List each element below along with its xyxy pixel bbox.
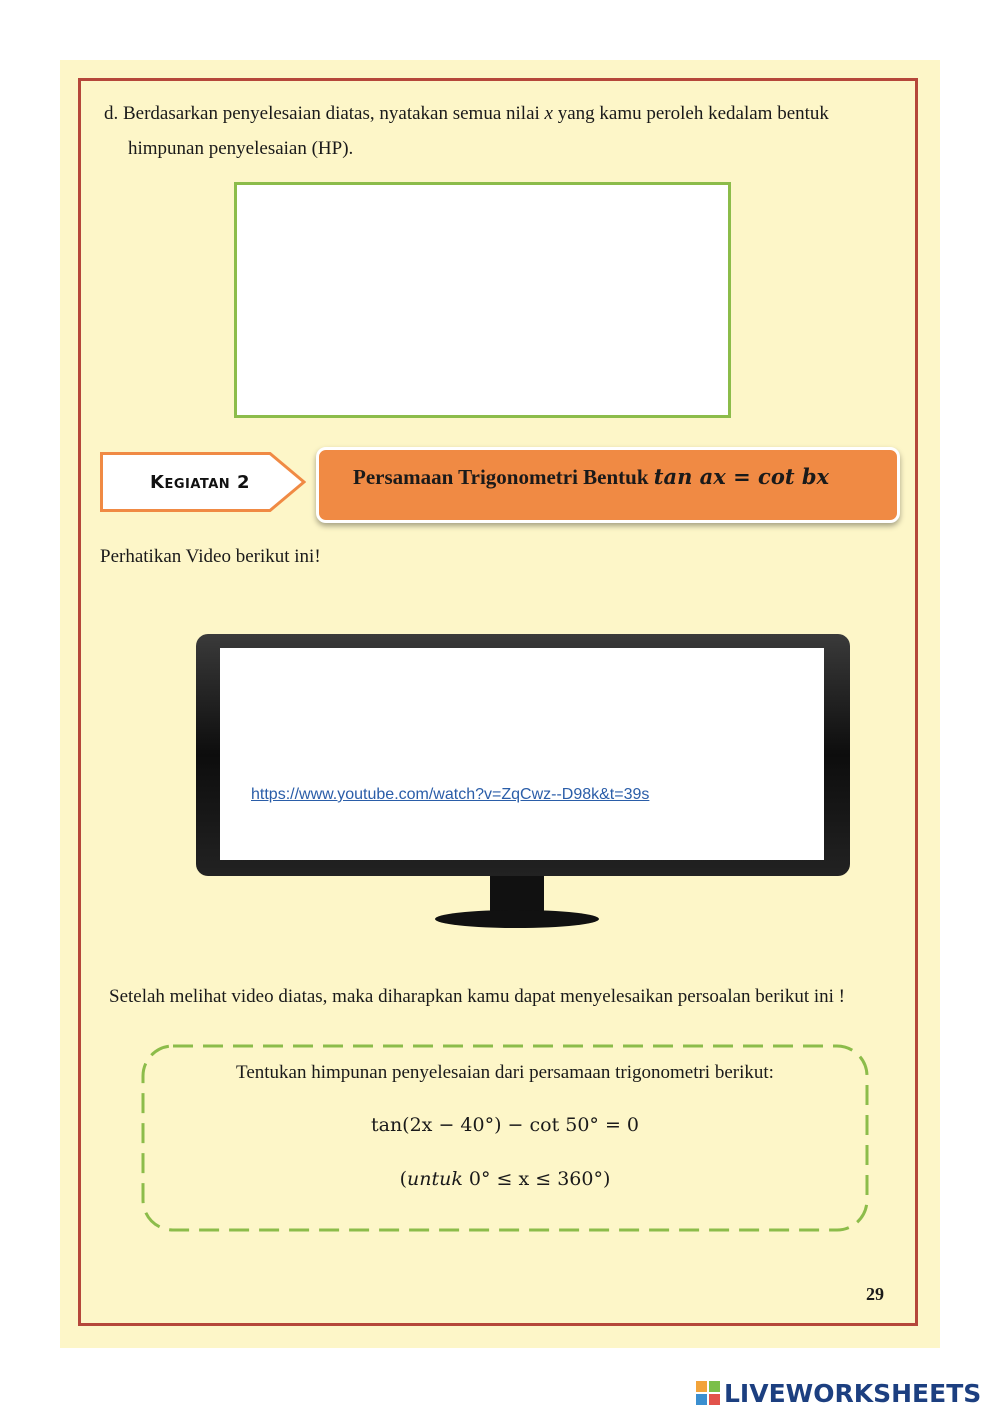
question-line2: himpunan penyelesaian (HP). (128, 138, 354, 159)
answer-input-box[interactable] (234, 182, 731, 418)
question-line1: d. Berdasarkan penyelesaian diatas, nyatakan semua nilai (104, 103, 540, 124)
kegiatan-title-banner (316, 447, 900, 523)
intro-text: Perhatikan Video berikut ini! (100, 546, 321, 567)
task-condition-word: untuk (407, 1168, 463, 1190)
kegiatan-label: Kegiatan 2 (150, 471, 250, 493)
video-link[interactable]: https://www.youtube.com/watch?v=ZqCwz--D98k&t=39s (251, 786, 650, 803)
task-condition-range: 0° ≤ x ≤ 360° (468, 1168, 603, 1190)
brand-footer (696, 1378, 981, 1408)
task-instruction: Tentukan himpunan penyelesaian dari persamaan trigonometri berikut: (236, 1062, 774, 1083)
task-equation: tan(2x − 40°) − cot 50° = 0 (370, 1114, 640, 1136)
page-number: 29 (866, 1284, 884, 1304)
kegiatan-tag (100, 452, 306, 512)
task-condition: (untuk 0° ≤ x ≤ 360°) (399, 1168, 611, 1190)
kegiatan-title-text: Persamaan Trigonometri Bentuk (353, 465, 649, 489)
monitor-icon (194, 632, 852, 932)
question-d (104, 96, 894, 166)
question-variable: x (544, 103, 553, 124)
brand-name: LIVEWORKSHEETS (724, 1378, 982, 1408)
video-monitor[interactable] (194, 632, 852, 932)
task-box (141, 1044, 869, 1232)
liveworksheets-logo-icon (696, 1381, 720, 1405)
after-video-text: Setelah melihat video diatas, maka diharapkan kamu dapat menyelesaikan persoalan berikut ini ! (109, 986, 845, 1007)
kegiatan-title-math: tan ax = cot bx (653, 464, 830, 489)
kegiatan-title (353, 464, 829, 490)
question-line1-end: yang kamu peroleh kedalam bentuk (557, 103, 829, 124)
